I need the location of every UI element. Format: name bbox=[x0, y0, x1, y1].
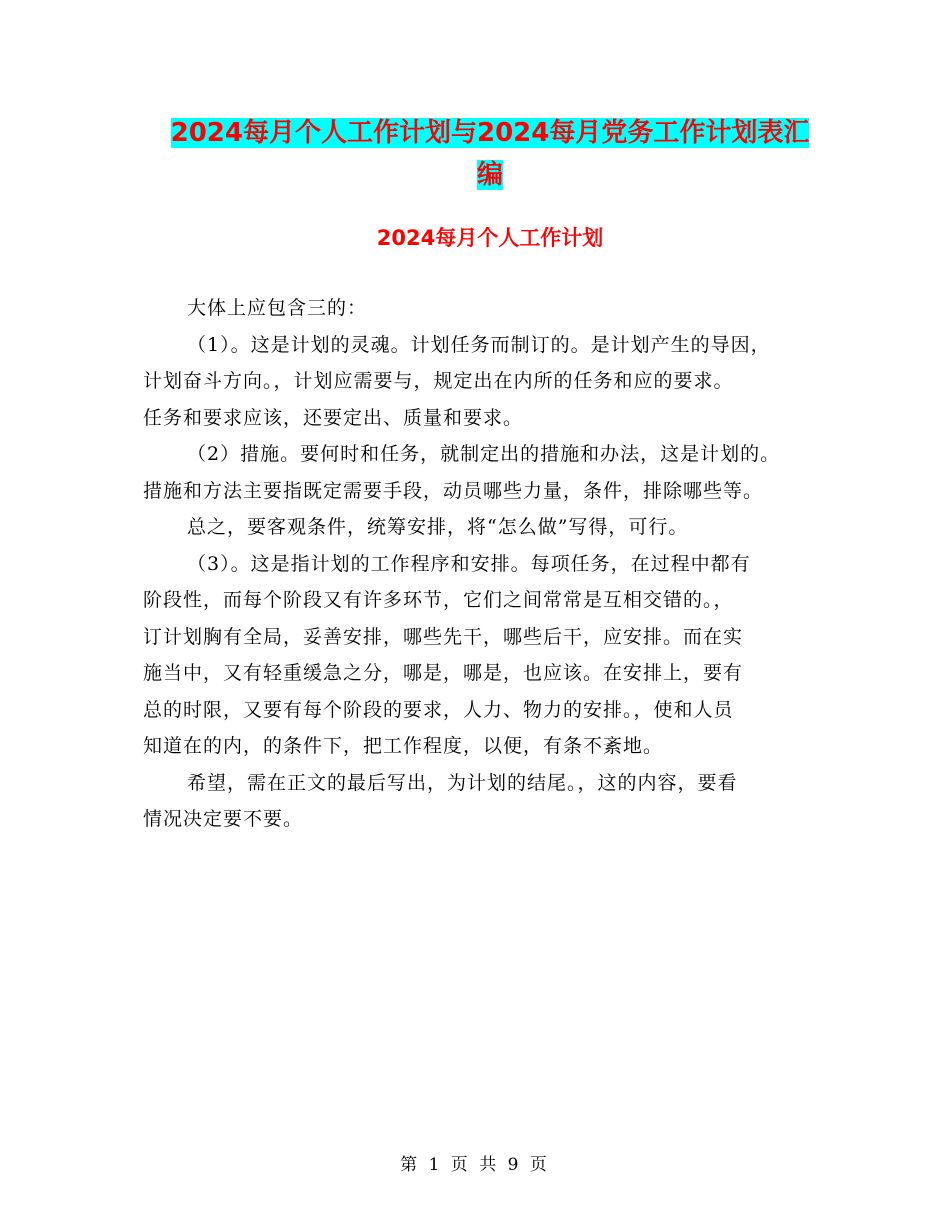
body-text bbox=[143, 290, 833, 838]
section-title: 2024每月个人工作计划 bbox=[376, 226, 604, 250]
page-footer: 第 1 页 共 9 页 bbox=[400, 1155, 550, 1175]
body-line: 知道在的内，的条件下，把工作程度，以便，有条不紊地。 bbox=[143, 735, 664, 757]
body-line: 任务和要求应该，还要定出、质量和要求。 bbox=[143, 406, 524, 429]
body-line: 措施和方法主要指既定需要手段，动员哪些力量，条件，排除哪些等。 bbox=[143, 479, 764, 502]
body-line: （3）。这是指计划的工作程序和安排。每项任务，在过程中都有 bbox=[187, 552, 751, 575]
document-title bbox=[140, 112, 840, 196]
body-line: 希望，需在正文的最后写出，为计划的结尾。，这的内容，要看 bbox=[187, 771, 738, 794]
body-line: 大体上应包含三的： bbox=[187, 297, 368, 319]
body-line: （2）措施。要何时和任务，就制定出的措施和办法，这是计划的。 bbox=[187, 443, 781, 465]
body-line: 总之，要客观条件，统筹安排，将“怎么做”写得，可行。 bbox=[187, 516, 689, 538]
body-line: 计划奋斗方向。，计划应需要与，规定出在内所的任务和应的要求。 bbox=[143, 370, 734, 392]
body-line: 情况决定要不要。 bbox=[143, 808, 304, 830]
body-line: 阶段性，而每个阶段又有许多环节，它们之间常常是互相交错的。， bbox=[143, 589, 734, 611]
body-line: 订计划胸有全局，妥善安排，哪些先干，哪些后干，应安排。而在实 bbox=[143, 625, 744, 648]
body-line: 总的时限，又要有每个阶段的要求，人力、物力的安排。，使和人员 bbox=[143, 698, 734, 721]
body-line: （1）。这是计划的灵魂。计划任务而制订的。是计划产生的导因， bbox=[187, 333, 771, 356]
body-line: 施当中，又有轻重缓急之分，哪是，哪是，也应该。在安排上，要有 bbox=[143, 662, 744, 684]
document-title-line-1: 2024每月个人工作计划与2024每月党务工作计划表汇 bbox=[170, 118, 810, 148]
document-title-line-2: 编 bbox=[476, 160, 503, 190]
